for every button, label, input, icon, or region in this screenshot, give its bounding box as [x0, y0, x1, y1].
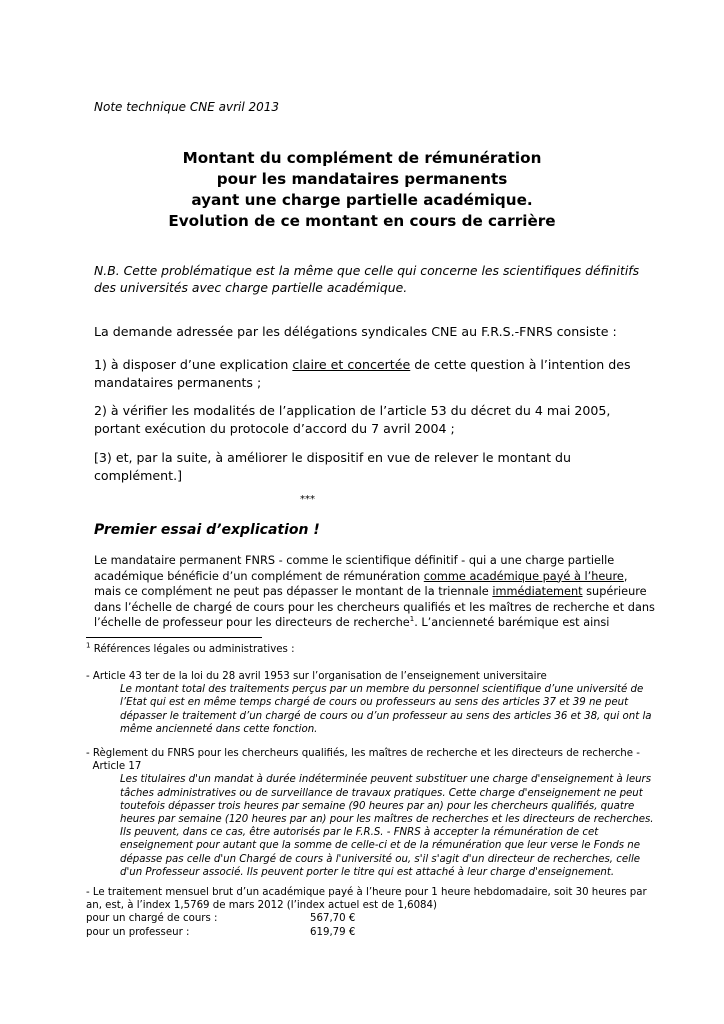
section-title: Premier essai d’explication ! — [94, 522, 320, 538]
item-3 — [94, 449, 639, 485]
body-line: Le mandataire permanent FNRS - comme le scientifique définitif - qui a une charge partielle — [94, 554, 615, 567]
nb-note — [94, 262, 654, 296]
item-1 — [94, 356, 639, 392]
body-emphasis: comme académique payé à l’heure — [423, 569, 624, 583]
body-text: académique bénéficie d’un complément de rémunération — [94, 569, 424, 583]
footnote-ref-3 — [86, 886, 646, 939]
ref-title: - Règlement du FNRS pour les chercheurs qualifiés, les maîtres de recherche et les directeurs de recherche - — [86, 748, 640, 759]
ref-title: - Article 43 ter de la loi du 28 avril 1953 sur l’organisation de l’enseignement universitaire — [86, 671, 547, 682]
ref-line: - Le traitement mensuel brut d’un académique payé à l’heure pour 1 heure hebdomadaire, soit 30 heures par — [86, 887, 647, 898]
document-header: Note technique CNE avril 2013 — [94, 100, 280, 114]
ref-quote-line: même ancienneté dans cette fonction. — [120, 723, 318, 735]
nb-line: des universités avec charge partielle académique. — [94, 280, 408, 295]
price-value: 619,79 € — [310, 926, 356, 938]
intro-paragraph: La demande adressée par les délégations syndicales CNE au F.R.S.-FNRS consiste : — [94, 324, 617, 339]
ref-quote-line: l’Etat qui est en même temps chargé de cours ou professeurs au sens des articles 37 et 39 ne peut — [120, 697, 629, 709]
body-line: dans l’échelle de chargé de cours pour les chercheurs qualifiés et les maîtres de recherche et dans — [94, 600, 655, 614]
footnote-heading — [86, 643, 646, 656]
ref-quote-line: Le montant total des traitements perçus par un membre du personnel scientifique d’une université de — [120, 684, 644, 696]
footnote-divider — [86, 637, 262, 638]
price-row — [86, 912, 646, 925]
item-1-emphasis: claire et concertée — [292, 357, 411, 372]
title-line: Montant du complément de rémunération — [182, 149, 542, 167]
footnote-mark: 1 — [86, 641, 91, 650]
title-line: pour les mandataires permanents — [216, 170, 508, 188]
item-1-line2: mandataires permanents ; — [94, 375, 262, 390]
body-text: mais ce complément ne peut pas dépasser le montant de la triennale — [94, 585, 493, 598]
ref-quote-line: Les titulaires d'un mandat à durée indéterminée peuvent substituer une charge d'enseignement à leurs — [120, 774, 652, 786]
item-3-line2: complément.] — [94, 468, 182, 483]
price-row — [86, 926, 646, 939]
ref-quote-line: toutefois dépasser trois heures par semaine (90 heures par an) pour les chercheurs qualifiés, quatre — [120, 800, 635, 812]
title-line: ayant une charge partielle académique. — [191, 191, 533, 209]
item-2 — [94, 402, 639, 438]
separator-stars: *** — [300, 494, 315, 505]
ref-quote-line: dépasser le traitement d’un chargé de cours ou d’un professeur au sens des articles 36 et 38, qui ont la — [120, 710, 652, 722]
price-label: pour un chargé de cours : — [86, 913, 218, 925]
item-2-line2: portant exécution du protocole d’accord du 7 avril 2004 ; — [94, 421, 455, 436]
ref-title: Article 17 — [86, 761, 142, 773]
title-line: Evolution de ce montant en cours de carrière — [168, 212, 556, 230]
ref-line: an, est, à l’index 1,5769 de mars 2012 (l’index actuel est de 1,6084) — [86, 900, 437, 912]
ref-quote-line: heures par semaine (120 heures par an) pour les maîtres de recherches et les directeurs de recherches. — [120, 814, 654, 826]
footnote-heading-text: Références légales ou administratives : — [90, 644, 295, 655]
body-text: , — [623, 569, 628, 583]
ref-quote-line: d'un Professeur associé. Ils peuvent porter le titre qui est attaché à leur charge d'enseignement. — [120, 866, 615, 878]
footnote-ref-1 — [86, 670, 652, 736]
ref-quote-line: Ils peuvent, dans ce cas, être autorisés par le F.R.S. - FNRS à accepter la rémunération de cet — [120, 827, 599, 839]
footnote-reference[interactable]: 1 — [409, 615, 415, 624]
ref-quote-line: tâches administratives ou de surveillance de travaux pratiques. Cette charge d'enseignement ne peut — [120, 787, 643, 799]
body-paragraph — [94, 553, 654, 631]
document-title — [94, 148, 630, 232]
item-1-text: 1) à disposer d’une explication — [94, 357, 293, 372]
nb-line: N.B. Cette problématique est la même que celle qui concerne les scientifiques définitifs — [94, 263, 640, 278]
footnote-ref-2 — [86, 747, 654, 879]
price-value: 567,70 € — [310, 913, 356, 925]
ref-quote-line: dépasse pas celle d'un Chargé de cours à l'université ou, s'il s'agit d'un directeur de recherches, celle — [120, 853, 641, 865]
body-emphasis: immédiatement — [492, 585, 583, 598]
item-3-line1: [3) et, par la suite, à améliorer le dispositif en vue de relever le montant du — [94, 450, 572, 465]
body-text: . L’ancienneté barémique est ainsi — [414, 616, 610, 629]
ref-quote-line: enseignement pour autant que la somme de celle-ci et de la rémunération que leur verse le Fonds ne — [120, 840, 641, 852]
body-text: l’échelle de professeur pour les directeurs de recherche — [94, 616, 410, 629]
item-2-line1: 2) à vérifier les modalités de l’application de l’article 53 du décret du 4 mai 2005, — [94, 403, 611, 418]
body-text: supérieure — [582, 585, 647, 598]
price-label: pour un professeur : — [86, 926, 190, 938]
item-1-text: de cette question à l’intention des — [410, 357, 631, 372]
